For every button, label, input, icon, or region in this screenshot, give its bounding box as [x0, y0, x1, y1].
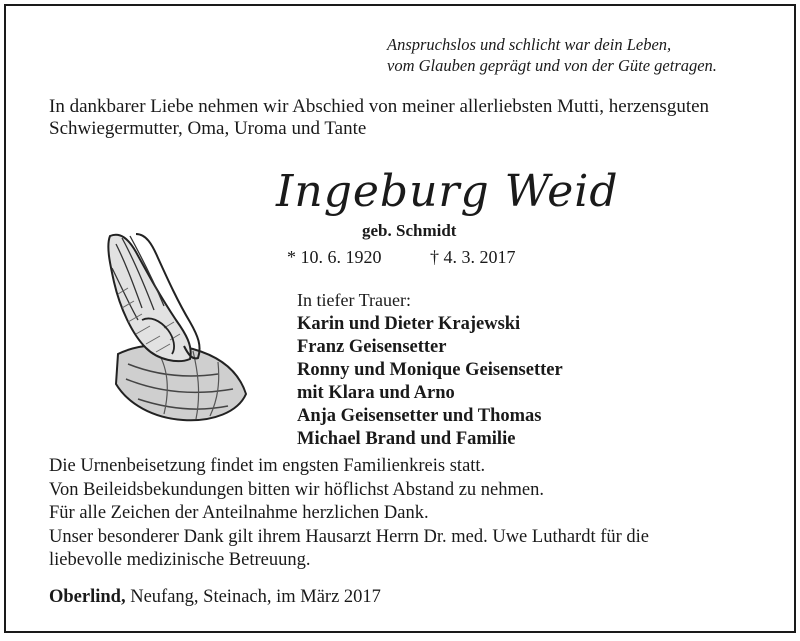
- motto-line: Anspruchslos und schlicht war dein Leben,: [387, 35, 672, 54]
- closing-line: Die Urnenbeisetzung findet im engsten Familienkreis statt.: [49, 456, 486, 476]
- motto: [387, 34, 717, 76]
- life-dates: [287, 246, 516, 268]
- mourner-name: mit Klara und Arno: [297, 383, 455, 403]
- deceased-name: Ingeburg Weid: [276, 166, 619, 217]
- place-rest: Neufang, Steinach, im März 2017: [125, 587, 381, 607]
- mourners-list: [297, 313, 563, 451]
- mourner-name: Ronny und Monique Geisensetter: [297, 360, 563, 380]
- mourner-name: Anja Geisensetter und Thomas: [297, 406, 542, 426]
- closing-line: liebevolle medizinische Betreuung.: [49, 550, 311, 570]
- closing-line: Von Beileidsbekundungen bitten wir höflichst Abstand zu nehmen.: [49, 479, 544, 500]
- praying-hands-icon: [98, 224, 248, 424]
- intro-line: Schwiegermutter, Oma, Uroma und Tante: [49, 118, 367, 139]
- closing-line: Für alle Zeichen der Anteilnahme herzlichen Dank.: [49, 503, 429, 523]
- obituary-notice: [4, 4, 796, 633]
- maiden-name: geb. Schmidt: [362, 221, 457, 240]
- birth-date: * 10. 6. 1920: [287, 247, 382, 267]
- intro-text: [49, 96, 779, 140]
- mourners-label: In tiefer Trauer:: [297, 290, 411, 310]
- place-town: Oberlind,: [49, 587, 126, 607]
- closing-text: [49, 455, 789, 573]
- mourner-name: Michael Brand und Familie: [297, 429, 516, 449]
- death-date: † 4. 3. 2017: [430, 247, 516, 267]
- motto-line: vom Glauben geprägt und von der Güte getragen.: [387, 56, 717, 75]
- intro-line: In dankbarer Liebe nehmen wir Abschied von meiner allerliebsten Mutti, herzensguten: [49, 96, 710, 117]
- mourner-name: Franz Geisensetter: [297, 337, 447, 357]
- place-and-date: [49, 586, 381, 609]
- mourner-name: Karin und Dieter Krajewski: [297, 314, 521, 334]
- closing-line: Unser besonderer Dank gilt ihrem Hausarzt Herrn Dr. med. Uwe Luthardt für die: [49, 526, 650, 547]
